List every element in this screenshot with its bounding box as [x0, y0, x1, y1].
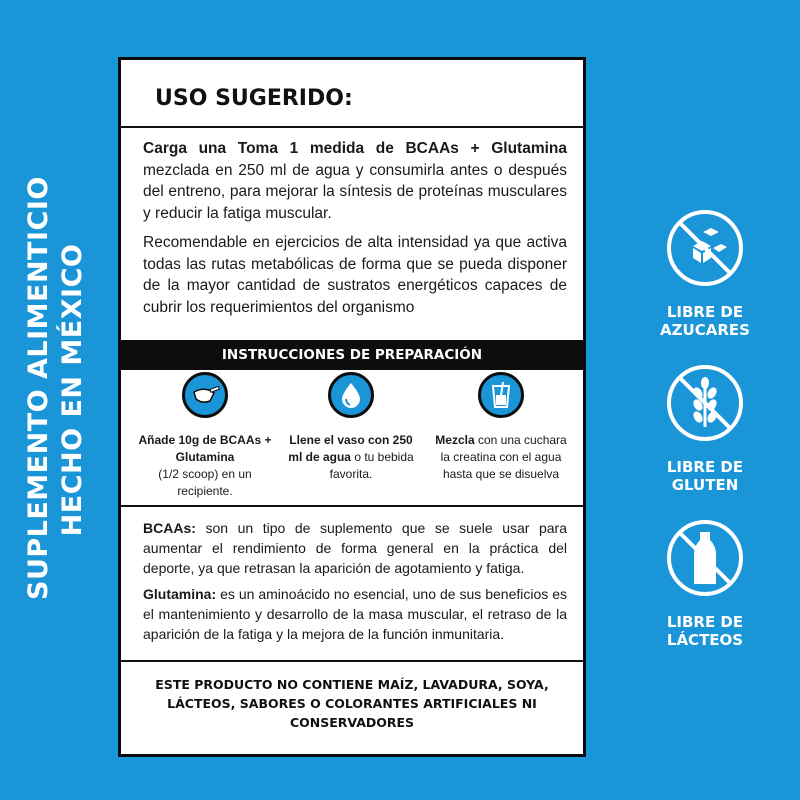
- step-3: [431, 360, 571, 483]
- badge-label: [645, 303, 765, 339]
- badge-line2: GLUTEN: [671, 476, 739, 494]
- info-section: [143, 518, 567, 650]
- bcaas-text: son un tipo de suplemento que se suele usar para aumentar el rendimiento de forma general en la práctica del deporte, ya que retrasan la aparición de agotamiento y fatiga.: [143, 520, 568, 576]
- footer-notice: ESTE PRODUCTO NO CONTIENE MAÍZ, LAVADURA, SOYA, LÁCTEOS, SABORES O COLORANTES ARTIFICIALES NI CONSERVADORES: [155, 677, 549, 730]
- step-1-rest: (1/2 scoop) en un recipiente.: [158, 467, 252, 498]
- step-3-rest: con una cuchara la creatina con el agua hasta que se disuelva: [440, 433, 567, 481]
- side-text: [22, 176, 90, 600]
- step-3-bold: Mezcla: [435, 433, 475, 447]
- water-drop-icon: [328, 372, 374, 418]
- badge-label: [645, 613, 765, 649]
- step-2-text: [281, 432, 421, 483]
- info-card: [118, 57, 586, 757]
- step-3-text: [431, 432, 571, 483]
- sugar-cubes-icon: [665, 208, 745, 288]
- glutamina-text: es un aminoácido no esencial, uno de sus beneficios es el mantenimiento y desarrollo de la masa muscular, el retraso de la aparición de la fatiga y la mejora de la función inmunitaria.: [143, 586, 568, 642]
- usage-paragraph-2: Recomendable en ejercicios de alta intensidad ya que activa todas las rutas metabólicas de forma que se pueda disponer de la mayor cantidad de sustratos energéticos capaces de cubrir los requerimientos del organismo: [143, 234, 567, 316]
- badge-label: [645, 458, 765, 494]
- glass-spoon-icon: [478, 372, 524, 418]
- step-1-bold: Añade 10g de BCAAs + Glutamina: [138, 433, 272, 464]
- badge-sugar-free: [660, 208, 750, 339]
- badge-line2: LÁCTEOS: [666, 631, 744, 649]
- bcaas-label: BCAAs:: [143, 520, 196, 536]
- badge-dairy-free: [665, 518, 745, 649]
- glutamina-label: Glutamina:: [143, 586, 217, 602]
- scoop-icon: [182, 372, 228, 418]
- side-text-line2: HECHO EN MÉXICO: [57, 243, 88, 537]
- side-text-line1: SUPLEMENTO ALIMENTICIO: [23, 176, 54, 600]
- badge-line1: LIBRE DE: [666, 303, 744, 321]
- badge-line1: LIBRE DE: [666, 458, 744, 476]
- instructions-title: INSTRUCCIONES DE PREPARACIÓN: [121, 340, 583, 370]
- divider: [121, 126, 583, 128]
- usage-bold: Carga una Toma 1 medida de BCAAs + Glutamina: [143, 140, 567, 157]
- step-2-rest: o tu bebida favorita.: [329, 450, 414, 481]
- milk-bottle-icon: [665, 518, 745, 598]
- instruction-steps: [121, 360, 583, 500]
- badge-gluten-free: [665, 363, 745, 494]
- bcaas-paragraph: [143, 518, 567, 578]
- divider: [121, 505, 583, 507]
- badge-line1: LIBRE DE: [666, 613, 744, 631]
- glutamina-paragraph: [143, 584, 567, 644]
- step-1: [135, 360, 275, 500]
- step-2: [281, 360, 421, 483]
- wheat-icon: [665, 363, 745, 443]
- usage-paragraph-1: [143, 138, 567, 224]
- usage-section: [143, 138, 567, 326]
- step-1-text: [135, 432, 275, 500]
- step-2-bold: Llene el vaso con 250 ml de agua: [288, 433, 413, 464]
- card-title: USO SUGERIDO:: [155, 86, 353, 111]
- badge-line2: AZUCARES: [660, 321, 750, 339]
- divider: [121, 660, 583, 662]
- usage-rest: mezclada en 250 ml de agua y consumirla antes o después del entreno, para mejorar la síntesis de proteínas musculares y reducir la fatiga muscular.: [143, 161, 567, 222]
